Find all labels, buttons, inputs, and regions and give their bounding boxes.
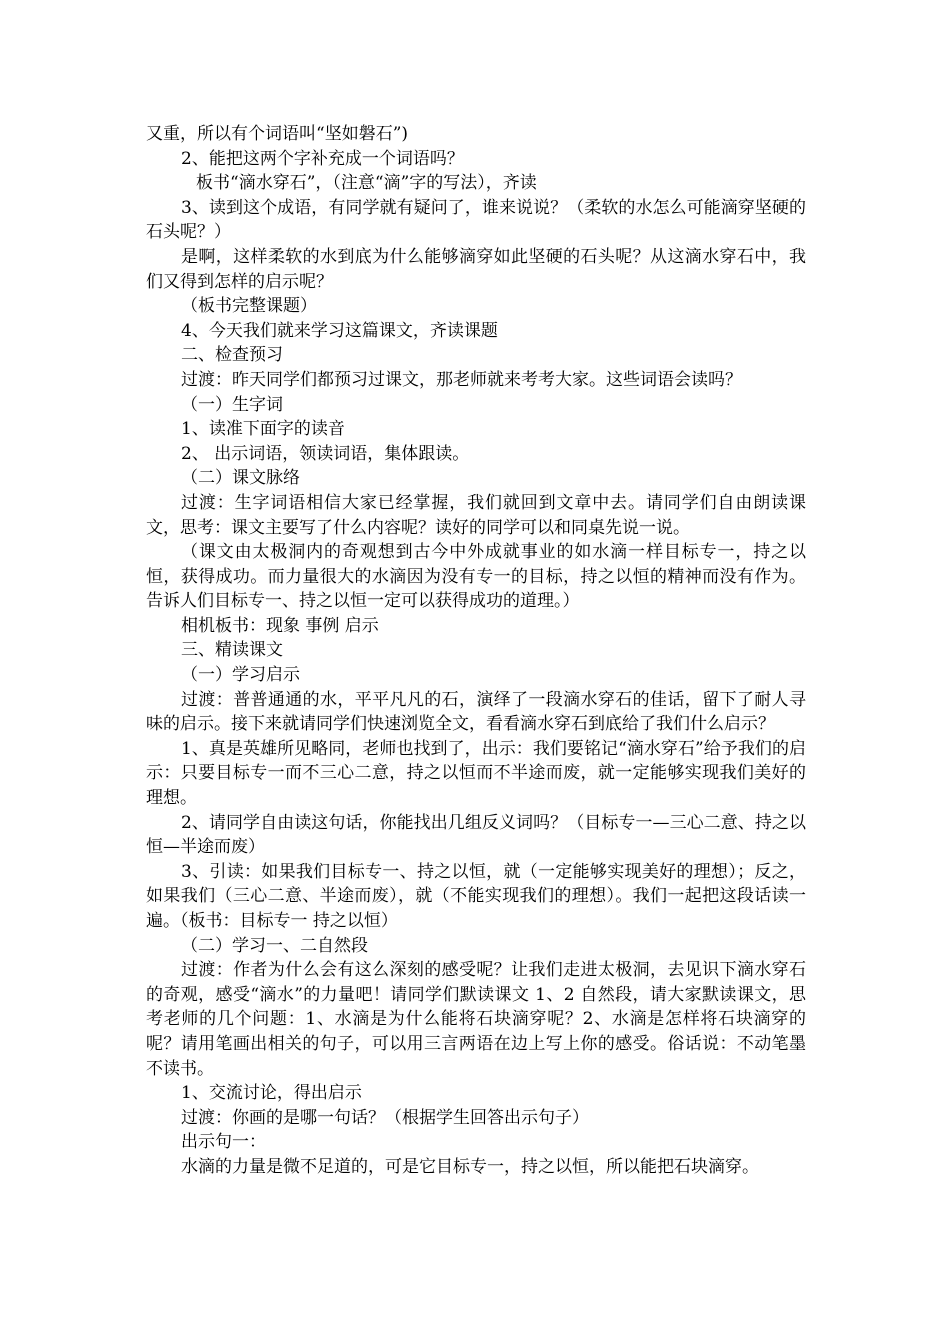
document-body [146, 122, 806, 1180]
paragraph: 1、真是英雄所见略同，老师也找到了，出示：我们要铭记“滴水穿石”给予我们的启示：只要目标专一而不三心二意，持之以恒而不半途而废，就一定能够实现我们美好的理想。 [146, 738, 806, 809]
paragraph: 4、今天我们就来学习这篇课文，齐读课题 [181, 320, 498, 341]
paragraph: 过渡：你画的是哪一句话？（根据学生回答出示句子） [181, 1107, 589, 1128]
paragraph: （板书完整课题） [181, 296, 317, 317]
paragraph: 过渡：昨天同学们都预习过课文，那老师就来考考大家。这些词语会读吗？ [181, 369, 742, 390]
paragraph: （课文由太极洞内的奇观想到古今中外成就事业的如水滴一样目标专一，持之以恒，获得成功。而力量很大的水滴因为没有专一的目标，持之以恒的精神而没有作为。告诉人们目标专一、持之以恒一定可以获得成功的道理。） [146, 542, 806, 612]
subsection-heading: （二）学习一、二自然段 [181, 935, 368, 956]
paragraph: 1、读准下面字的读音 [181, 419, 345, 440]
section-heading: 三、精读课文 [181, 640, 283, 661]
paragraph: 水滴的力量是微不足道的，可是它目标专一，持之以恒，所以能把石块滴穿。 [181, 1156, 759, 1177]
subsection-heading: （二）课文脉络 [181, 468, 300, 489]
paragraph: 2、请同学自由读这句话，你能找出几组反义词吗？（目标专一—三心二意、持之以恒—半途而废） [146, 812, 806, 858]
paragraph: 出示句一： [181, 1132, 266, 1153]
section-heading: 二、检查预习 [181, 345, 283, 366]
paragraph: 是啊，这样柔软的水到底为什么能够滴穿如此坚硬的石头呢？从这滴水穿石中，我们又得到怎样的启示呢？ [146, 246, 806, 292]
paragraph: 过渡：生字词语相信大家已经掌握，我们就回到文章中去。请同学们自由朗读课文，思考：课文主要写了什么内容呢？读好的同学可以和同桌先说一说。 [146, 492, 806, 538]
paragraph: 2、能把这两个字补充成一个词语吗？ [181, 148, 464, 169]
paragraph: 相机板书：现象 事例 启示 [181, 615, 379, 636]
subsection-heading: （一）学习启示 [181, 665, 300, 686]
paragraph: 板书“滴水穿石”，（注意“滴”字的写法），齐读 [196, 173, 537, 194]
paragraph: 过渡：作者为什么会有这么深刻的感受呢？让我们走进太极洞，去见识下滴水穿石的奇观，感受“滴水”的力量吧！请同学们默读课文 1、2 自然段，请大家默读课文，思考老师的几个问题：1、水滴是为什么能将石块滴穿呢？2、水滴是怎样将石块滴穿的呢？请用笔画出相关的句子，可以用三言两语在边上写上你的感受。俗话说：不动笔墨不读书。 [146, 960, 806, 1079]
paragraph: 又重，所以有个词语叫“坚如磐石”) [146, 124, 409, 144]
subsection-heading: （一）生字词 [181, 394, 283, 415]
paragraph: 过渡：普普通通的水，平平凡凡的石，演绎了一段滴水穿石的佳话，留下了耐人寻味的启示。接下来就请同学们快速浏览全文，看看滴水穿石到底给了我们什么启示？ [146, 689, 806, 735]
paragraph: 3、引读：如果我们目标专一、持之以恒，就（一定能够实现美好的理想）；反之，如果我们（三心二意、半途而废），就（不能实现我们的理想）。我们一起把这段话读一遍。（板书：目标专一 持之以恒） [146, 861, 806, 931]
paragraph: 3、读到这个成语，有同学就有疑问了，谁来说说？（柔软的水怎么可能滴穿坚硬的石头呢？） [146, 197, 806, 243]
paragraph: 2、 出示词语，领读词语，集体跟读。 [181, 443, 470, 464]
paragraph: 1、交流讨论，得出启示 [181, 1083, 362, 1104]
